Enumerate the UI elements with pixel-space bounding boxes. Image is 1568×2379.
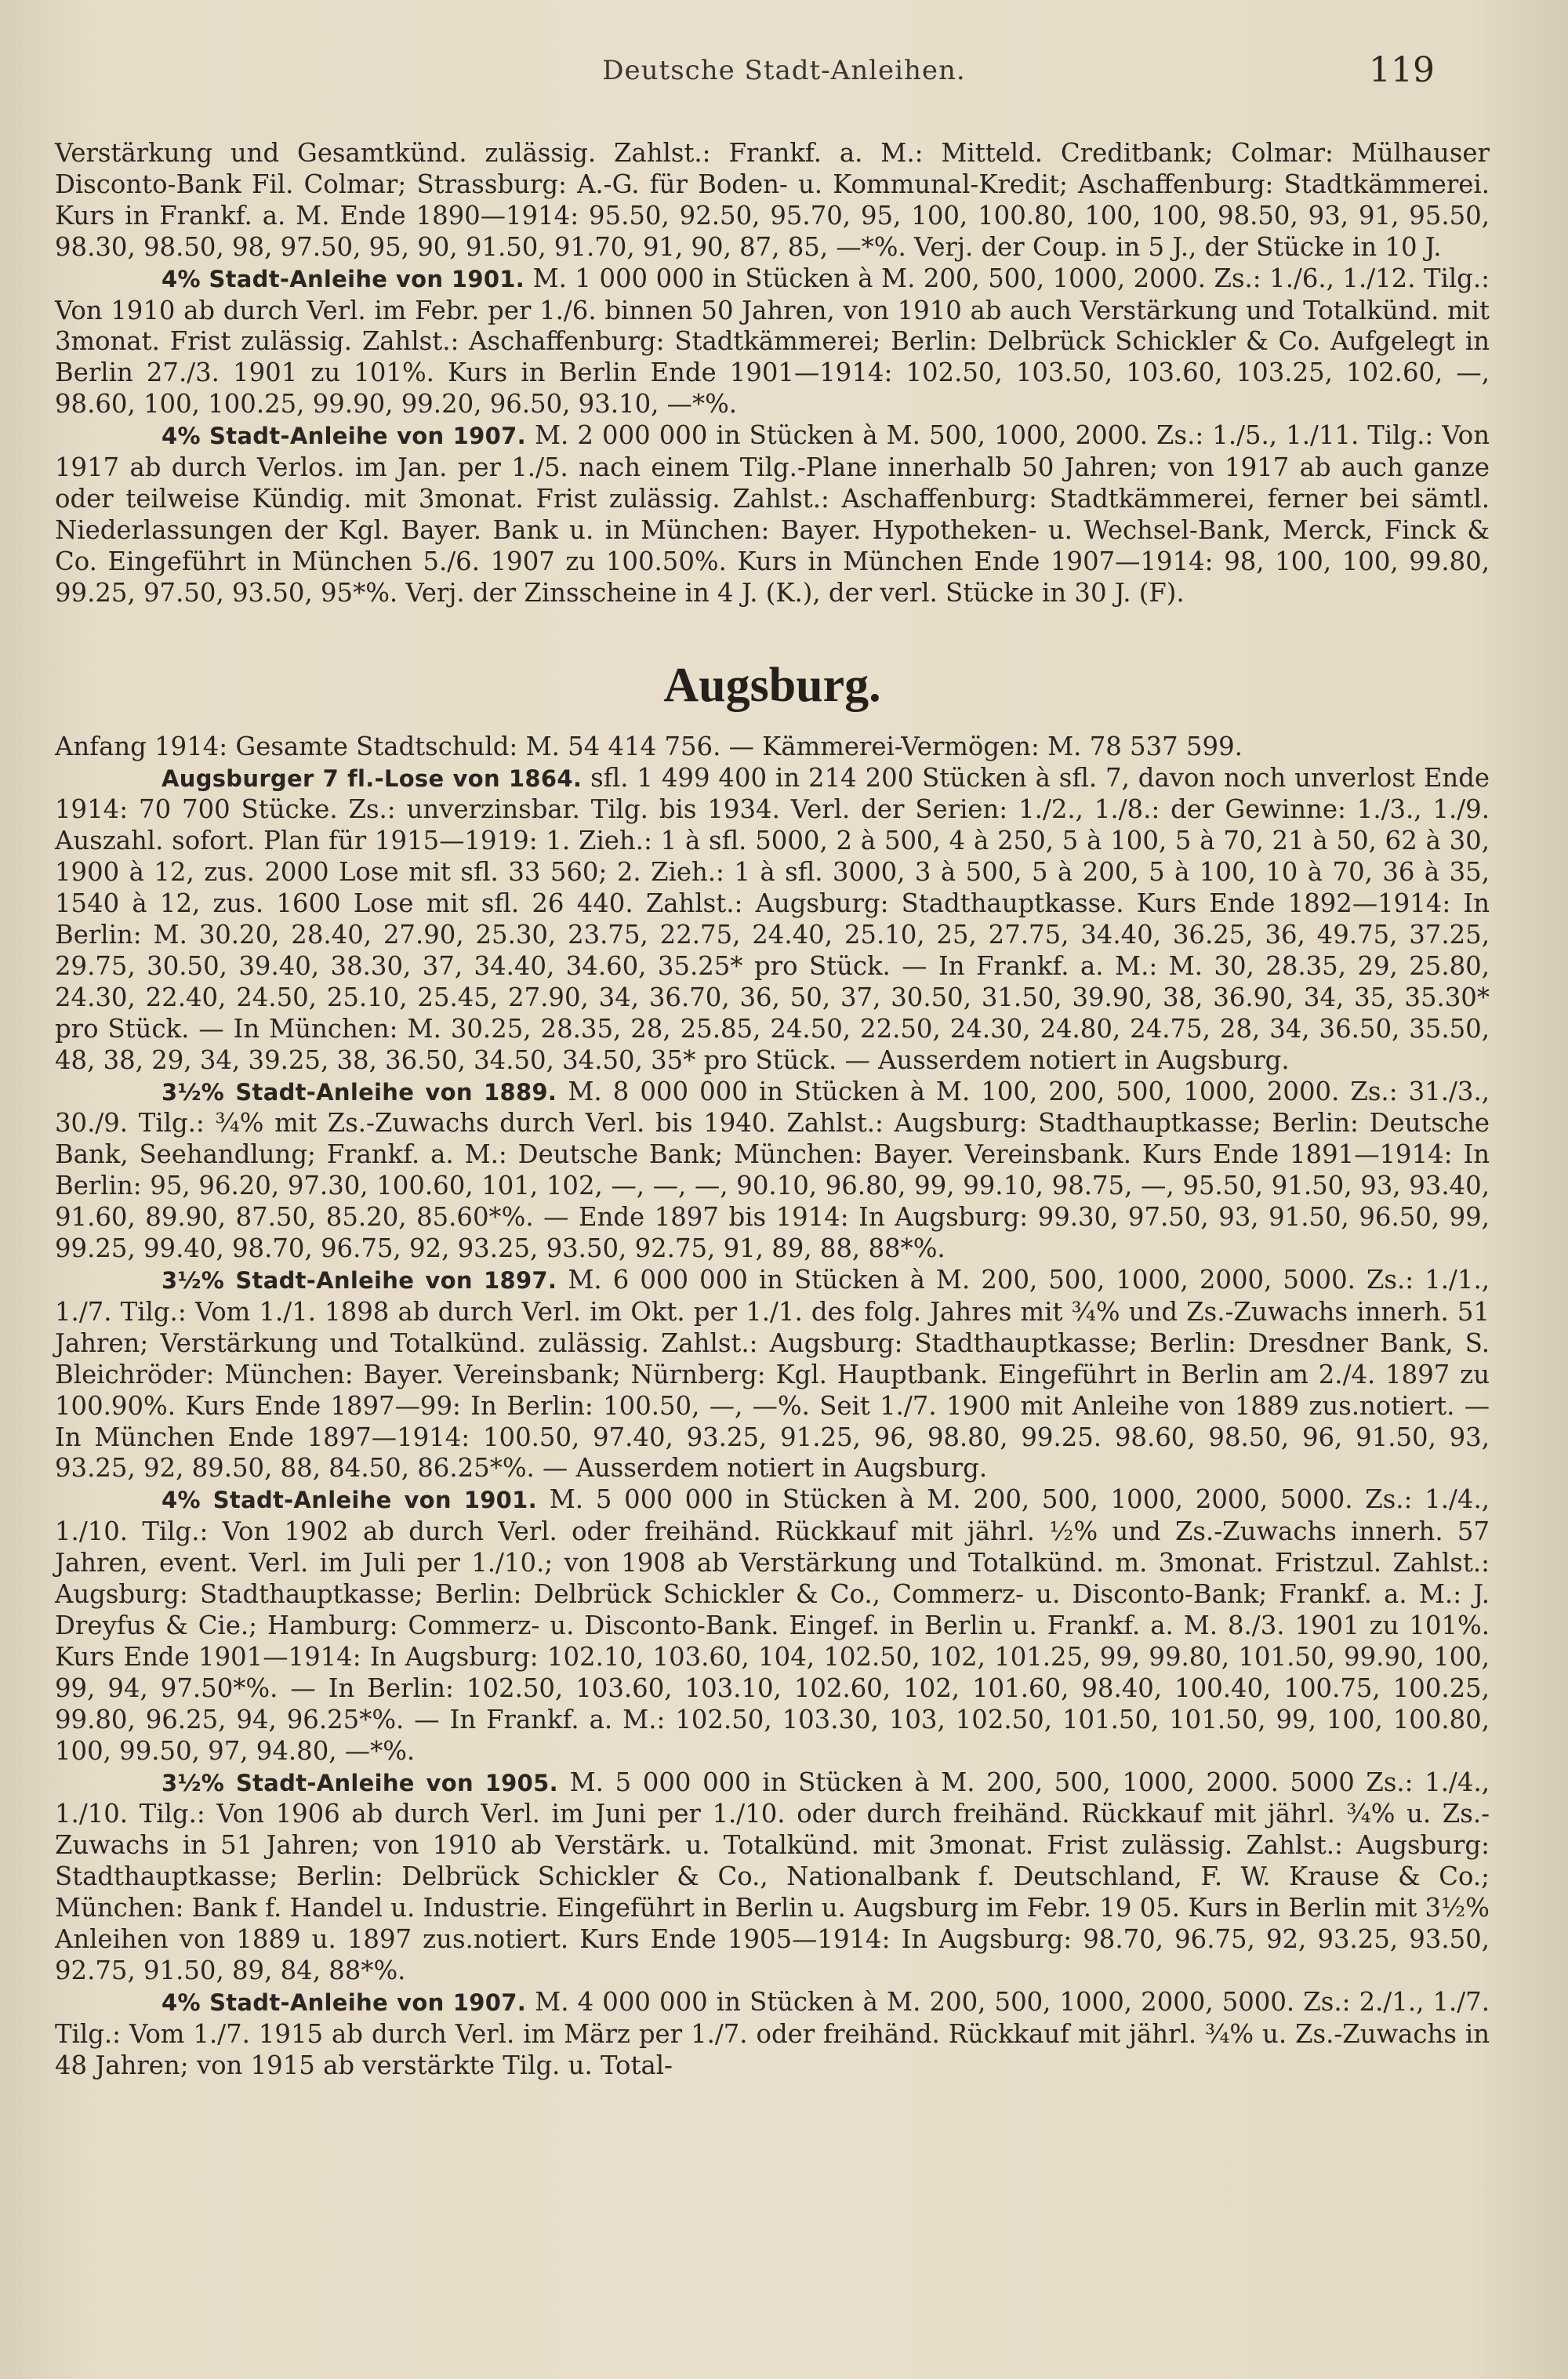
page-number: 119: [1369, 50, 1435, 90]
entry-heading: 4% Stadt-Anleihe von 1901.: [162, 1487, 537, 1514]
body-text: [55, 138, 1490, 2082]
entry-4pct-1901: [55, 1484, 1490, 1767]
continued-paragraph: Verstärkung und Gesamtkünd. zulässig. Zahlst.: Frankf. a. M.: Mitteld. Creditbank; Colmar: Mülhauser Disconto-Bank Fil. Colmar; Strassburg: A.-G. für Boden- u. Kommunal-Kredit; Aschaffenburg: Stadtkämmerei. Kurs in Frankf. a. M. Ende 1890—1914: 95.50, 92.50, 95.70, 95, 100, 100.80, 100, 100, 98.50, 93, 91, 95.50, 98.30, 98.50, 98, 97.50, 95, 90, 91.50, 91.70, 91, 90, 87, 85, —*%. Verj. der Coup. in 5 J., der Stücke in 10 J.: [55, 138, 1490, 262]
entry-body: M. 1 000 000 in Stücken à M. 200, 500, 1000, 2000. Zs.: 1./6., 1./12. Tilg.: Von 1910 ab durch Verl. im Febr. per 1./6. binnen 50 Jahren, von 1910 ab auch Verstärkung und Totalkünd. mit 3monat. Frist zulässig. Zahlst.: Aschaffenburg: Stadtkämmerei; Berlin: Delbrück Schickler & Co. Aufgelegt in Berlin 27./3. 1901 zu 101%. Kurs in Berlin Ende 1901—1914: 102.50, 103.50, 103.60, 103.25, 102.60, —, 98.60, 100, 100.25, 99.90, 99.20, 96.50, 93.10, —*%.: [55, 263, 1490, 420]
entry-heading: 4% Stadt-Anleihe von 1901.: [162, 265, 525, 292]
entry-heading: 3½% Stadt-Anleihe von 1897.: [162, 1267, 557, 1294]
entry-4pct-1901-continued: [55, 263, 1490, 421]
augsburg-intro: Anfang 1914: Gesamte Stadtschuld: M. 54 414 756. — Kämmerei-Vermögen: M. 78 537 599.: [55, 731, 1243, 761]
entry-body: sfl. 1 499 400 in 214 200 Stücken à sfl. 7, davon noch unverlost Ende 1914: 70 700 Stücke. Zs.: unverzinsbar. Tilg. bis 1934. Verl. der Serien: 1./2., 1./8.: der Gewinne: 1./3., 1./9. Auszahl. sofort. Plan für 1915—1919: 1. Zieh.: 1 à sfl. 5000, 2 à 500, 4 à 250, 5 à 100, 5 à 70, 21 à 50, 62 à 30, 1900 à 12, zus. 2000 Lose mit sfl. 33 560; 2. Zieh.: 1 à sfl. 3000, 3 à 500, 5 à 200, 5 à 100, 10 à 70, 36 à 35, 1540 à 12, zus. 1600 Lose mit sfl. 26 440. Zahlst.: Augsburg: Stadthauptkasse. Kurs Ende 1892—1914: In Berlin: M. 30.20, 28.40, 27.90, 25.30, 23.75, 22.75, 24.40, 25.10, 25, 27.75, 34.40, 36.25, 36, 49.75, 37.25, 29.75, 30.50, 39.40, 38.30, 37, 34.40, 34.60, 35.25* pro Stück. — In Frankf. a. M.: M. 30, 28.35, 29, 25.80, 24.30, 22.40, 24.50, 25.10, 25.45, 27.90, 34, 36.70, 36, 50, 37, 30.50, 31.50, 39.90, 38, 36.90, 34, 35, 35.30* pro Stück. — In München: M. 30.25, 28.35, 28, 25.85, 24.50, 22.50, 24.30, 24.80, 24.75, 28, 34, 36.50, 35.50, 48, 38, 29, 34, 39.25, 38, 36.50, 34.50, 34.50, 35* pro Stück. — Ausserdem notiert in Augsburg.: [55, 762, 1490, 1075]
entry-body: M. 4 000 000 in Stücken à M. 200, 500, 1000, 2000, 5000. Zs.: 2./1., 1./7. Tilg.: Vom 1./7. 1915 ab durch Verl. im März per 1./7. oder freihänd. Rückkauf mit jährl. ¾% u. Zs.-Zuwachs in 48 Jahren; von 1915 ab verstärkte Tilg. u. Total-: [55, 1986, 1490, 2080]
entry-body: M. 6 000 000 in Stücken à M. 200, 500, 1000, 2000, 5000. Zs.: 1./1., 1./7. Tilg.: Vom 1./1. 1898 ab durch Verl. im Okt. per 1./1. des folg. Jahres mit ¾% und Zs.-Zuwachs innerh. 51 Jahren; Verstärkung und Totalkünd. zulässig. Zahlst.: Augsburg: Stadthauptkasse; Berlin: Dresdner Bank, S. Bleichröder: München: Bayer. Vereinsbank; Nürnberg: Kgl. Hauptbank. Eingeführt in Berlin am 2./4. 1897 zu 100.90%. Kurs Ende 1897—99: In Berlin: 100.50, —, —%. Seit 1./7. 1900 mit Anleihe von 1889 zus.notiert. — In München Ende 1897—1914: 100.50, 97.40, 93.25, 91.25, 96, 98.80, 99.25. 98.60, 98.50, 96, 91.50, 93, 93.25, 92, 89.50, 88, 84.50, 86.25*%. — Ausserdem notiert in Augsburg.: [55, 1265, 1490, 1484]
entry-4pct-1907: [55, 1987, 1490, 2082]
entry-4pct-1907-continued: [55, 420, 1490, 608]
entry-3-5pct-1889: [55, 1077, 1490, 1265]
running-title: Deutsche Stadt-Anleihen.: [602, 55, 966, 86]
running-head: [0, 49, 1568, 96]
entry-3-5pct-1905: [55, 1767, 1490, 1987]
entry-heading: 3½% Stadt-Anleihe von 1905.: [162, 1769, 558, 1796]
entry-body: M. 8 000 000 in Stücken à M. 100, 200, 500, 1000, 2000. Zs.: 31./3., 30./9. Tilg.: ¾% mit Zs.-Zuwachs durch Verl. bis 1940. Zahlst.: Augsburg: Stadthauptkasse; Berlin: Deutsche Bank, Seehandlung; Frankf. a. M.: Deutsche Bank; München: Bayer. Vereinsbank. Kurs Ende 1891—1914: In Berlin: 95, 96.20, 97.30, 100.60, 101, 102, —, —, —, 90.10, 96.80, 99, 99.10, 98.75, —, 95.50, 91.50, 93, 93.40, 91.60, 89.90, 87.50, 85.20, 85.60*%. — Ende 1897 bis 1914: In Augsburg: 99.30, 97.50, 93, 91.50, 96.50, 99, 99.25, 99.40, 98.70, 96.75, 92, 93.25, 93.50, 92.75, 91, 89, 88, 88*%.: [55, 1076, 1490, 1264]
entry-heading: Augsburger 7 fl.-Lose von 1864.: [162, 765, 583, 792]
entry-body: M. 2 000 000 in Stücken à M. 500, 1000, 2000. Zs.: 1./5., 1./11. Tilg.: Von 1917 ab durch Verlos. im Jan. per 1./5. nach einem Tilg.-Plane innerhalb 50 Jahren; von 1917 ab auch ganze oder teilweise Kündig. mit 3monat. Frist zulässig. Zahlst.: Aschaffenburg: Stadtkämmerei, ferner bei sämtl. Niederlassungen der Kgl. Bayer. Bank u. in München: Bayer. Hypotheken- u. Wechsel-Bank, Merck, Finck & Co. Eingeführt in München 5./6. 1907 zu 100.50%. Kurs in München Ende 1907—1914: 98, 100, 100, 99.80, 99.25, 97.50, 93.50, 95*%. Verj. der Zinsscheine in 4 J. (K.), der verl. Stücke in 30 J. (F).: [55, 420, 1490, 608]
entry-body: M. 5 000 000 in Stücken à M. 200, 500, 1000, 2000. 5000 Zs.: 1./4., 1./10. Tilg.: Von 1906 ab durch Verl. im Juni per 1./10. oder durch freihänd. Rückkauf mit jährl. ¾% u. Zs.-Zuwachs in 51 Jahren; von 1910 ab Verstärk. u. Totalkünd. mit 3monat. Frist zulässig. Zahlst.: Augsburg: Stadthauptkasse; Berlin: Delbrück Schickler & Co., Nationalbank f. Deutschland, F. W. Krause & Co.; München: Bank f. Handel u. Industrie. Eingeführt in Berlin u. Augsburg im Febr. 19 05. Kurs in Berlin mit 3½% Anleihen von 1889 u. 1897 zus.notiert. Kurs Ende 1905—1914: In Augsburg: 98.70, 96.75, 92, 93.25, 93.50, 92.75, 91.50, 89, 84, 88*%.: [55, 1767, 1490, 1985]
entry-3-5pct-1897: [55, 1265, 1490, 1484]
entry-heading: 3½% Stadt-Anleihe von 1889.: [162, 1078, 557, 1106]
city-heading-augsburg: Augsburg.: [663, 658, 881, 712]
entry-lose-1864: [55, 763, 1490, 1077]
entry-heading: 4% Stadt-Anleihe von 1907.: [162, 1989, 527, 2016]
entry-heading: 4% Stadt-Anleihe von 1907.: [162, 423, 526, 450]
entry-body: M. 5 000 000 in Stücken à M. 200, 500, 1000, 2000, 5000. Zs.: 1./4., 1./10. Tilg.: Von 1902 ab durch Verl. oder freihänd. Rückkauf mit jährl. ½% und Zs.-Zuwachs innerh. 57 Jahren, event. Verl. im Juli per 1./10.; von 1908 ab Verstärkung und Totalkünd. m. 3monat. Fristzul. Zahlst.: Augsburg: Stadthauptkasse; Berlin: Delbrück Schickler & Co., Commerz- u. Disconto-Bank; Frankf. a. M.: J. Dreyfus & Cie.; Hamburg: Commerz- u. Disconto-Bank. Eingef. in Berlin u. Frankf. a. M. 8./3. 1901 zu 101%. Kurs Ende 1901—1914: In Augsburg: 102.10, 103.60, 104, 102.50, 102, 101.25, 99, 99.80, 101.50, 99.90, 100, 99, 94, 97.50*%. — In Berlin: 102.50, 103.60, 103.10, 102.60, 102, 101.60, 98.40, 100.40, 100.75, 100.25, 99.80, 96.25, 94, 96.25*%. — In Frankf. a. M.: 102.50, 103.30, 103, 102.50, 101.50, 101.50, 99, 100, 100.80, 100, 99.50, 97, 94.80, —*%.: [55, 1484, 1490, 1766]
